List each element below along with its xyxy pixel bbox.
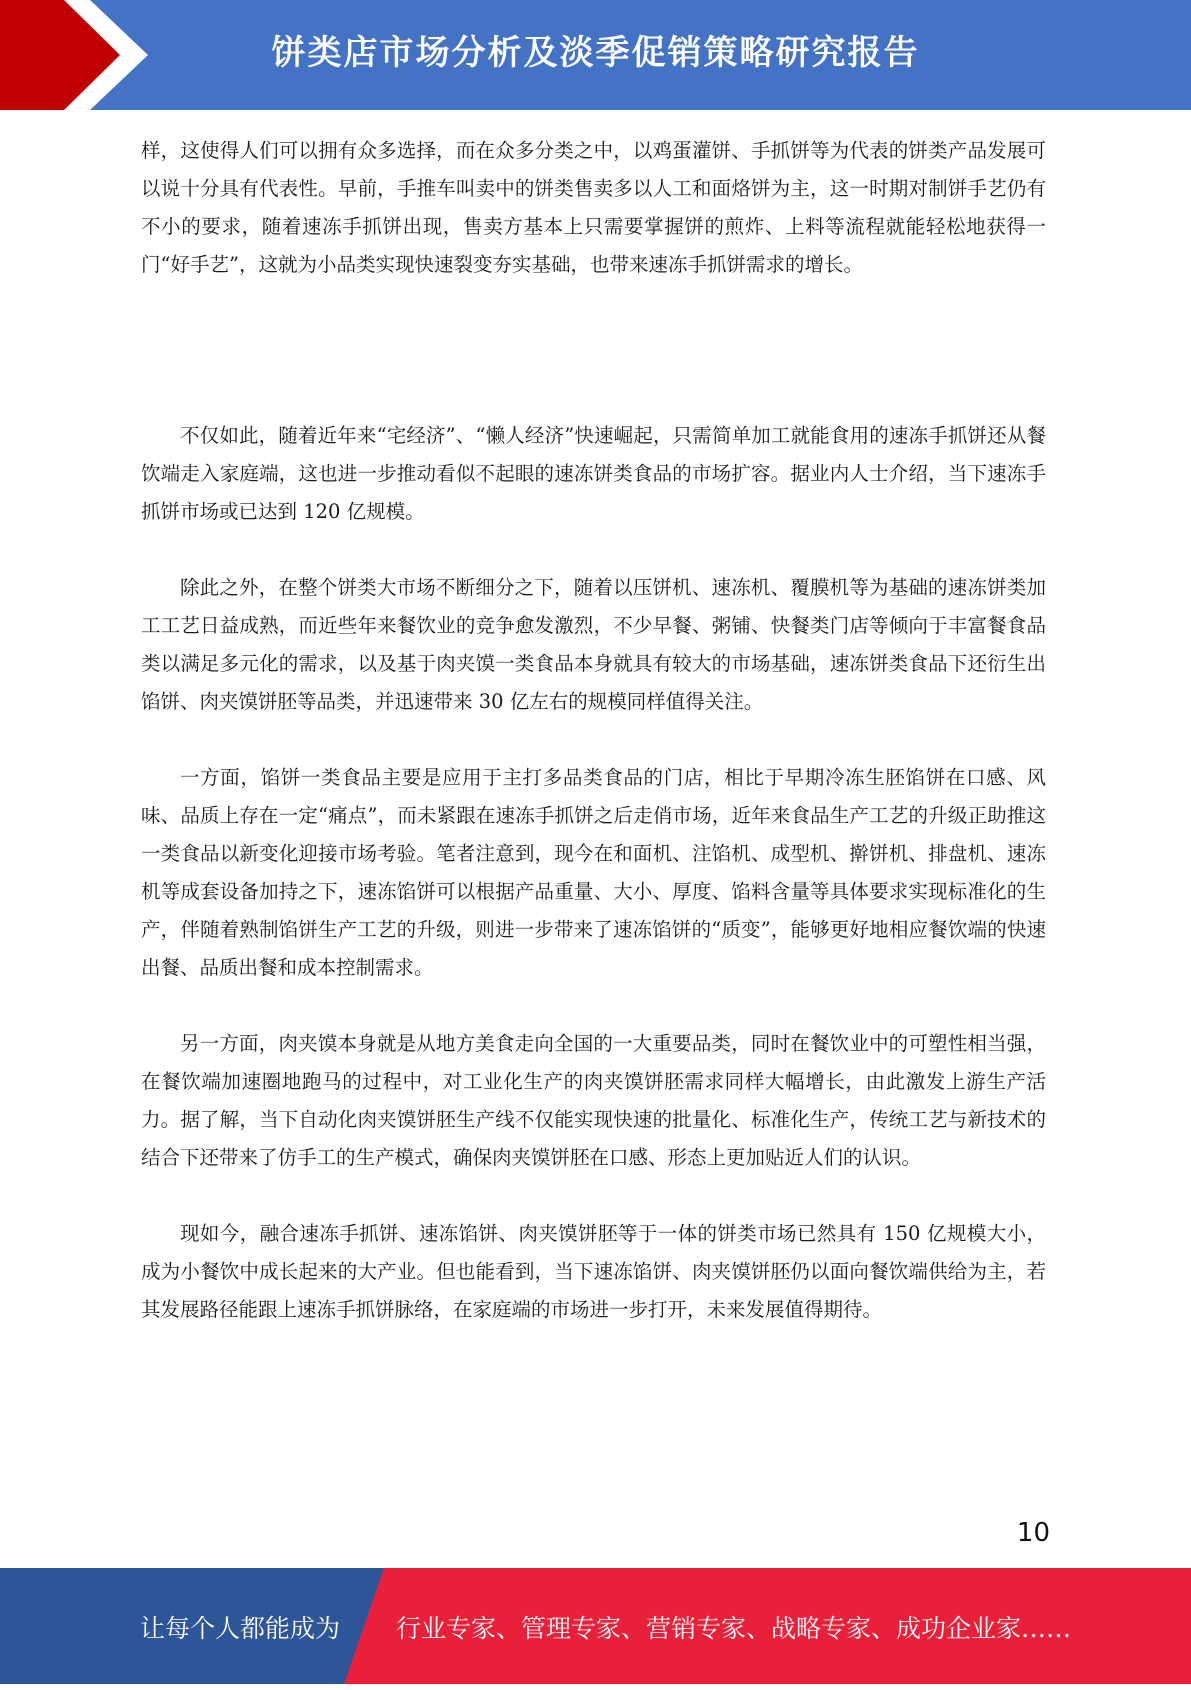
paragraph: 一方面，馅饼一类食品主要是应用于主打多品类食品的门店，相比于早期冷冻生胚馅饼在口感、风味、品质上存在一定“痛点”，而未紧跟在速冻手抓饼之后走俏市场，近年来食品生产工艺的升级正助推这一类食品以新变化迎接市场考验。笔者注意到，现今在和面机、注馅机、成型机、擀饼机、排盘机、速冻机等成套设备加持之下，速冻馅饼可以根据产品重量、大小、厚度、馅料含量等具体要求实现标准化的生产，伴随着熟制馅饼生产工艺的升级，则进一步带来了速冻馅饼的“质变”，能够更好地相应餐饮端的快速出餐、品质出餐和成本控制需求。 xyxy=(141,766,1046,979)
paragraph: 样，这使得人们可以拥有众多选择，而在众多分类之中，以鸡蛋灌饼、手抓饼等为代表的饼类产品发展可以说十分具有代表性。早前，手推车叫卖中的饼类售卖多以人工和面烙饼为主，这一时期对制饼手艺仍有不小的要求，随着速冻手抓饼出现，售卖方基本上只需要掌握饼的煎炸、上料等流程就能轻松地获得一门“好手艺”，这就为小品类实现快速裂变夯实基础，也带来速冻手抓饼需求的增长。 xyxy=(141,139,1046,276)
page-footer xyxy=(0,1568,1191,1684)
paragraph: 不仅如此，随着近年来“宅经济”、“懒人经济”快速崛起，只需简单加工就能食用的速冻手抓饼还从餐饮端走入家庭端，这也进一步推动看似不起眼的速冻饼类食品的市场扩容。据业内人士介绍，当下速冻手抓饼市场或已达到 120 亿规模。 xyxy=(141,424,1046,523)
footer-slogan-left: 让每个人都能成为 xyxy=(140,1614,341,1643)
page-number: 10 xyxy=(1016,1518,1050,1548)
paragraph: 除此之外，在整个饼类大市场不断细分之下，随着以压饼机、速冻机、覆膜机等为基础的速冻饼类加工工艺日益成熟，而近些年来餐饮业的竞争愈发激烈，不少早餐、粥铺、快餐类门店等倾向于丰富餐食品类以满足多元化的需求，以及基于肉夹馍一类食品本身就具有较大的市场基础，速冻饼类食品下还衍生出馅饼、肉夹馍饼胚等品类，并迅速带来 30 亿左右的规模同样值得关注。 xyxy=(141,576,1046,713)
page-header xyxy=(0,0,1191,110)
paragraph: 现如今，融合速冻手抓饼、速冻馅饼、肉夹馍饼胚等于一体的饼类市场已然具有 150 亿规模大小，成为小餐饮中成长起来的大产业。但也能看到，当下速冻馅饼、肉夹馍饼胚仍以面向餐饮端供给为主，若其发展路径能跟上速冻手抓饼脉络，在家庭端的市场进一步打开，未来发展值得期待。 xyxy=(141,1222,1046,1321)
page-title: 饼类店市场分析及淡季促销策略研究报告 xyxy=(271,33,920,73)
paragraph: 另一方面，肉夹馍本身就是从地方美食走向全国的一大重要品类，同时在餐饮业中的可塑性相当强，在餐饮端加速圈地跑马的过程中，对工业化生产的肉夹馍饼胚需求同样大幅增长，由此激发上游生产活力。据了解，当下自动化肉夹馍饼胚生产线不仅能实现快速的批量化、标准化生产，传统工艺与新技术的结合下还带来了仿手工的生产模式，确保肉夹馍饼胚在口感、形态上更加贴近人们的认识。 xyxy=(141,1032,1046,1169)
report-body xyxy=(141,132,1046,1367)
footer-slogan-right: 行业专家、管理专家、营销专家、战略专家、成功企业家…… xyxy=(396,1614,1072,1643)
